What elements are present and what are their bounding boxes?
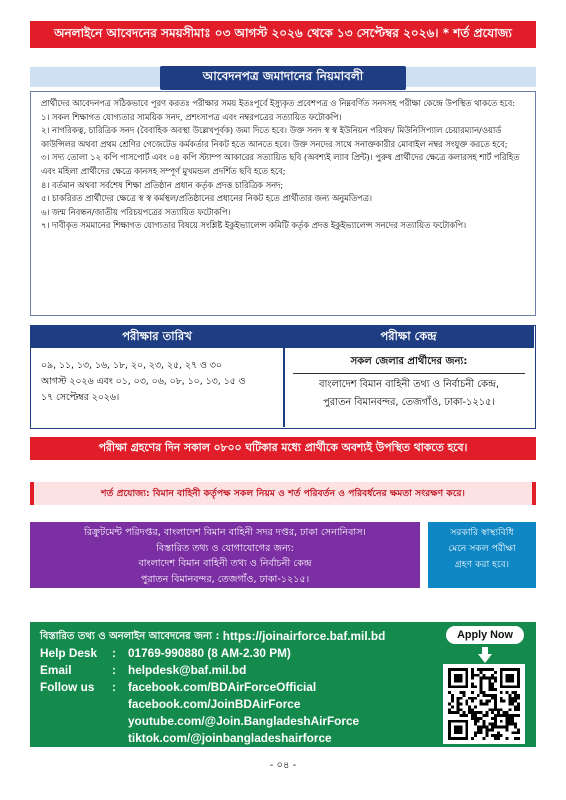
page-number: - ০৪ -: [269, 760, 297, 771]
recruitment-contact-box: [30, 522, 420, 588]
rules-box: [30, 91, 536, 316]
email-link[interactable]: helpdesk@baf.mil.bd: [128, 663, 247, 677]
separator-colon: :: [112, 680, 116, 694]
contact-footer: [30, 622, 536, 747]
exam-dates-line: ১৭ সেপ্টেম্বর ২০২৬।: [41, 392, 120, 403]
attendance-text: পরীক্ষা গ্রহণের দিন সকাল ০৮০০ ঘটিকার মধ্যে প্রার্থীকে অবশ্যই উপস্থিত থাকতে হবে।: [98, 441, 468, 454]
facebook-join-link[interactable]: facebook.com/JoinBDAirForce: [128, 697, 301, 711]
exam-schedule-table: [30, 325, 536, 429]
exam-date-header-text: পরীক্ষার তারিখ: [122, 328, 192, 343]
rules-title-text: আবেদনপত্র জমাদানের নিয়মাবলী: [202, 69, 364, 83]
follow-row: [40, 713, 460, 730]
rule-item: ১। সকল শিক্ষাগত যোগ্যতার সাময়িক সনদ, প্রশংসাপত্র এবং নম্বরপত্রের সত্যায়িত ফটোকপি।: [41, 111, 342, 122]
recruit-line: বিস্তারিত তথ্য ও যোগাযোগের জন্য:: [156, 542, 294, 554]
helpdesk-phone[interactable]: 01769-990880 (8 AM-2.30 PM): [128, 646, 291, 660]
apply-now-label: Apply Now: [457, 629, 513, 641]
rule-item: ২। নাগরিকত্ব, চারিত্রিক সনদ (বৈবাহিক অবস্থা উল্লেখপূর্বক) জমা দিতে হবে। উক্ত সনদ স্ব স্ব ইউনিয়ন পরিষদ/ মিউনিসিপ্যাল চেয়ারম্যান/ওয়ার্ড কাউন্সিলর অথবা প্রথম শ্রেণির গেজেটেড কর্মকর্তার নিকট হতে আনতে হবে। উক্ত সনদের সাথে সনাক্তকারীর মোবাইল নম্বর সংযুক্ত করতে হবে;: [41, 125, 508, 149]
rule-item: ৬। জন্ম নিবন্ধন/জাতীয় পরিচয়পত্রের সত্যায়িত ফটোকপি।: [41, 206, 231, 217]
follow-row: [40, 696, 460, 713]
follow-label: Follow us: [40, 680, 95, 694]
conditions-notice: [30, 482, 536, 505]
exam-dates-line: আগস্ট ২০২৬ এবং ০১, ০৩, ০৬, ০৮, ১০, ১৩, ১৫ ও: [41, 376, 246, 387]
info-label: বিস্তারিত তথ্য ও অনলাইন আবেদনের জন্য :: [40, 631, 220, 642]
contact-lines: [40, 628, 460, 747]
facebook-official-link[interactable]: facebook.com/BDAirForceOfficial: [128, 680, 317, 694]
exam-center-subtitle: সকল জেলার প্রার্থীদের জন্য:: [293, 354, 525, 374]
follow-row: [40, 730, 460, 747]
table-divider: [283, 348, 285, 427]
exam-center-header-text: পরীক্ষা কেন্দ্র: [380, 328, 437, 343]
health-line: মেনে সকল পরীক্ষা: [448, 543, 516, 554]
tiktok-link[interactable]: tiktok.com/@joinbangladeshairforce: [128, 731, 332, 745]
conditions-text: শর্ত প্রযোজ্য: বিমান বাহিনী কর্তৃপক্ষ সকল নিয়ম ও শর্ত পরিবর্তন ও পরিবর্ধনের ক্ষমতা সংরক্ষণ করে।: [101, 488, 465, 499]
email-row: [40, 662, 460, 679]
exam-dates-line: ০৯, ১১, ১৩, ১৬, ১৮, ২০, ২৩, ২৫, ২৭ ও ৩০: [41, 360, 222, 371]
exam-center-address: [287, 376, 531, 412]
helpdesk-row: [40, 645, 460, 662]
info-url-link[interactable]: https://joinairforce.baf.mil.bd: [222, 629, 386, 643]
qr-code-image: [447, 668, 521, 740]
rules-intro: প্রার্থীদের আবেদনপত্র সঠিকভাবে পূরণ করতঃ পরীক্ষার সময় ইতঃপূর্বে ইস্যুকৃত প্রবেশপত্র ও নিম্নবর্ণিত সনদসহ পরীক্ষা কেন্দ্রে উপস্থিত থাকতে হবে:: [41, 98, 515, 108]
health-line: গ্রহণ করা হবে।: [454, 559, 510, 570]
attendance-banner: [30, 437, 536, 460]
health-line: সরকারি স্বাস্থ্যবিধি: [450, 527, 514, 538]
exam-center-line: পুরাতন বিমানবন্দর, তেজগাঁও, ঢাকা-১২১৫।: [323, 397, 495, 408]
email-label: Email: [40, 663, 72, 677]
exam-dates: [41, 358, 276, 406]
application-deadline-banner: [30, 21, 536, 48]
recruit-line: পুরাতন বিমানবন্দর, তেজগাঁও, ঢাকা-১২১৫।: [140, 573, 310, 585]
rule-item: ৭। দাবীকৃত সমমানের শিক্ষাগত যোগ্যতার বিষয়ে সংশ্লিষ্ট ইকুইভ্যালেন্স কমিটি কর্তৃক প্রদত্ত ইকুইভ্যালেন্স সনদের সত্যায়িত ফটোকপি।: [41, 220, 467, 231]
info-row: [40, 628, 460, 645]
youtube-link[interactable]: youtube.com/@Join.BangladeshAirForce: [128, 714, 360, 728]
rule-item: ৩। সদ্য তোলা ১২ কপি পাসপোর্ট এবং ০৪ কপি স্ট্যাম্প আকারের সত্যায়িত ছবি (অবশ্যই ল্যাব প্রিন্ট)। পুরুষ প্রার্থীদের ক্ষেত্রে কলারসহ শার্ট পরিহিত এবং মহিলা প্রার্থীদের ক্ষেত্রে কানসহ সম্পূর্ণ মুখমন্ডল প্রদর্শিত ছবি হতে হবে;: [41, 152, 520, 176]
exam-center-header: [283, 326, 534, 348]
deadline-text: অনলাইনে আবেদনের সময়সীমাঃ ০৩ আগস্ট ২০২৬ থেকে ১৩ সেপ্টেম্বর ২০২৬। * শর্ত প্রযোজ্য: [54, 25, 512, 40]
arrow-down-icon: [476, 646, 494, 664]
recruit-line: বাংলাদেশ বিমান বাহিনী তথ্য ও নির্বাচনী কেন্দ্র: [138, 558, 312, 569]
rule-item: ৪। বর্তমান অথবা সর্বশেষ শিক্ষা প্রতিষ্ঠান প্রধান কর্তৃক প্রদত্ত চারিত্রিক সনদ;: [41, 179, 284, 190]
exam-date-header: [31, 326, 285, 348]
separator-colon: :: [112, 646, 116, 660]
helpdesk-label: Help Desk: [40, 646, 98, 660]
rule-item: ৫। চাকরিরত প্রার্থীদের ক্ষেত্রে স্ব স্ব কর্মস্থল/প্রতিষ্ঠানের প্রধানের নিকট হতে প্রার্থীতার জন্য অনুমতিপত্র।: [41, 193, 372, 204]
qr-code[interactable]: [443, 664, 525, 744]
apply-now-button[interactable]: [446, 626, 524, 644]
recruit-line: রিক্রুটমেন্ট পরিদপ্তর, বাংলাদেশ বিমান বাহিনী সদর দপ্তর, ঢাকা সেনানিবাস।: [84, 527, 366, 538]
exam-center-line: বাংলাদেশ বিমান বাহিনী তথ্য ও নির্বাচনী কেন্দ্র,: [319, 379, 499, 390]
health-guideline-box: [428, 522, 536, 588]
separator-colon: :: [112, 663, 116, 677]
rules-title: [160, 66, 406, 90]
follow-row: [40, 679, 460, 696]
